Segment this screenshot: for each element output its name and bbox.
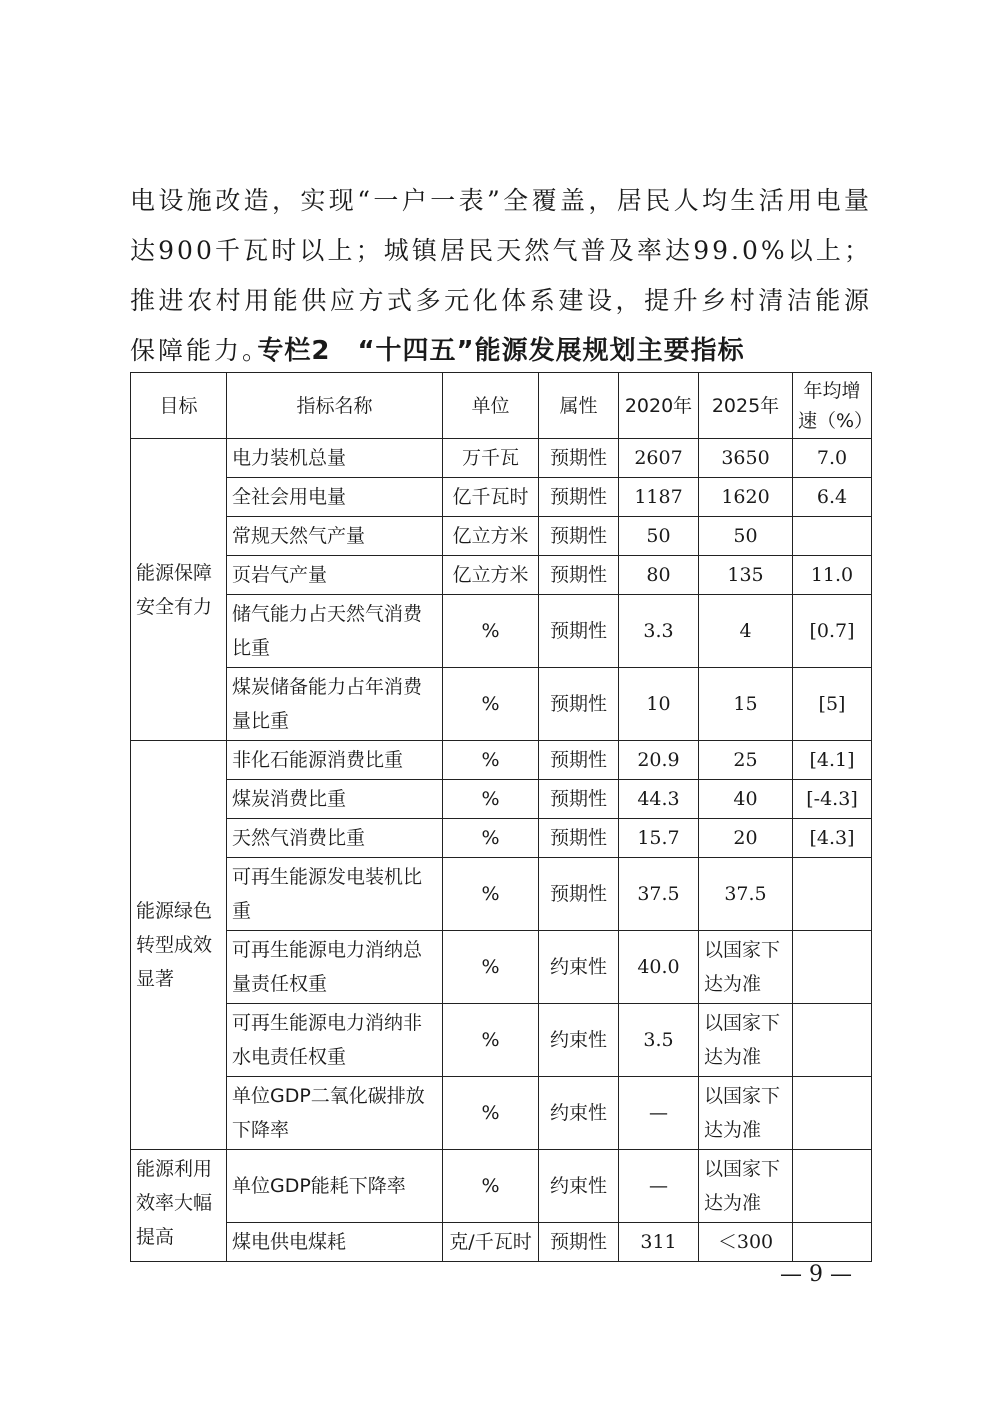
attribute-cell: 预期性 [539,780,619,819]
indicator-name: 电力装机总量 [227,439,443,478]
value-2025: 4 [699,595,793,668]
goal-cell: 能源利用效率大幅提高 [131,1150,227,1262]
unit-cell: 亿立方米 [443,556,539,595]
unit-cell: % [443,1150,539,1223]
unit-cell: % [443,1077,539,1150]
indicator-name: 可再生能源电力消纳非水电责任权重 [227,1004,443,1077]
unit-cell: % [443,595,539,668]
goal-cell: 能源保障安全有力 [131,439,227,741]
table-header-row [131,373,872,439]
growth-cell: [4.1] [793,741,872,780]
growth-cell: 6.4 [793,478,872,517]
value-2020: — [619,1150,699,1223]
value-2025: 以国家下达为准 [699,1004,793,1077]
unit-cell: % [443,819,539,858]
attribute-cell: 预期性 [539,556,619,595]
attribute-cell: 预期性 [539,439,619,478]
unit-cell: % [443,931,539,1004]
table-row [131,478,872,517]
page-number: — 9 — [780,1262,852,1287]
value-2025: 以国家下达为准 [699,931,793,1004]
attribute-cell: 预期性 [539,668,619,741]
header-growth: 年均增速（%） [793,373,872,439]
unit-cell: 克/千瓦时 [443,1223,539,1262]
header-2025: 2025年 [699,373,793,439]
value-2020: 311 [619,1223,699,1262]
growth-cell [793,517,872,556]
growth-cell: [4.3] [793,819,872,858]
header-indicator-name: 指标名称 [227,373,443,439]
table-row [131,1077,872,1150]
table-row [131,741,872,780]
header-unit: 单位 [443,373,539,439]
unit-cell: % [443,1004,539,1077]
attribute-cell: 约束性 [539,931,619,1004]
attribute-cell: 预期性 [539,478,619,517]
growth-cell: 11.0 [793,556,872,595]
unit-cell: % [443,668,539,741]
unit-cell: % [443,741,539,780]
value-2025: 25 [699,741,793,780]
growth-cell [793,1150,872,1223]
attribute-cell: 预期性 [539,1223,619,1262]
table-row [131,931,872,1004]
value-2020: 44.3 [619,780,699,819]
body-paragraph: 电设施改造，实现“一户一表”全覆盖，居民人均生活用电量达900千瓦时以上；城镇居民天然气普及率达99.0%以上；推进农村用能供应方式多元化体系建设，提升乡村清洁能源保障能力。 [130,186,872,365]
indicator-name: 储气能力占天然气消费比重 [227,595,443,668]
attribute-cell: 预期性 [539,858,619,931]
unit-cell: % [443,858,539,931]
value-2025: 50 [699,517,793,556]
indicator-name: 煤炭消费比重 [227,780,443,819]
value-2020: 40.0 [619,931,699,1004]
indicator-name: 煤电供电煤耗 [227,1223,443,1262]
table-row [131,858,872,931]
value-2020: 10 [619,668,699,741]
goal-cell: 能源绿色转型成效显著 [131,741,227,1150]
table-row [131,780,872,819]
value-2020: 50 [619,517,699,556]
value-2020: 80 [619,556,699,595]
value-2025: 135 [699,556,793,595]
attribute-cell: 约束性 [539,1004,619,1077]
indicator-name: 煤炭储备能力占年消费量比重 [227,668,443,741]
indicator-name: 可再生能源电力消纳总量责任权重 [227,931,443,1004]
growth-cell: [-4.3] [793,780,872,819]
indicator-name: 可再生能源发电装机比重 [227,858,443,931]
value-2025: 3650 [699,439,793,478]
table-row [131,1150,872,1223]
indicator-name: 天然气消费比重 [227,819,443,858]
value-2025: 15 [699,668,793,741]
value-2020: 20.9 [619,741,699,780]
indicator-name: 常规天然气产量 [227,517,443,556]
attribute-cell: 约束性 [539,1077,619,1150]
attribute-cell: 预期性 [539,741,619,780]
table-row [131,556,872,595]
table-row [131,439,872,478]
attribute-cell: 预期性 [539,517,619,556]
indicator-name: 单位GDP能耗下降率 [227,1150,443,1223]
value-2025: 20 [699,819,793,858]
unit-cell: 亿千瓦时 [443,478,539,517]
value-2025: 37.5 [699,858,793,931]
indicators-table [130,372,872,1262]
growth-cell [793,1077,872,1150]
growth-cell [793,931,872,1004]
header-attribute: 属性 [539,373,619,439]
unit-cell: 亿立方米 [443,517,539,556]
value-2020: 3.5 [619,1004,699,1077]
growth-cell [793,1223,872,1262]
growth-cell [793,1004,872,1077]
attribute-cell: 预期性 [539,819,619,858]
value-2020: 1187 [619,478,699,517]
table-row [131,668,872,741]
indicator-name: 非化石能源消费比重 [227,741,443,780]
value-2020: 37.5 [619,858,699,931]
value-2025: ＜300 [699,1223,793,1262]
value-2020: 2607 [619,439,699,478]
growth-cell: [5] [793,668,872,741]
value-2020: 15.7 [619,819,699,858]
unit-cell: 万千瓦 [443,439,539,478]
header-2020: 2020年 [619,373,699,439]
indicator-name: 全社会用电量 [227,478,443,517]
table-title: 专栏2 “十四五”能源发展规划主要指标 [257,336,745,366]
value-2020: — [619,1077,699,1150]
header-goal: 目标 [131,373,227,439]
attribute-cell: 约束性 [539,1150,619,1223]
value-2020: 3.3 [619,595,699,668]
value-2025: 40 [699,780,793,819]
attribute-cell: 预期性 [539,595,619,668]
table-row [131,819,872,858]
table-row [131,517,872,556]
indicator-name: 页岩气产量 [227,556,443,595]
value-2025: 以国家下达为准 [699,1150,793,1223]
unit-cell: % [443,780,539,819]
table-row [131,1004,872,1077]
growth-cell: [0.7] [793,595,872,668]
growth-cell: 7.0 [793,439,872,478]
indicator-name: 单位GDP二氧化碳排放下降率 [227,1077,443,1150]
growth-cell [793,858,872,931]
value-2025: 以国家下达为准 [699,1077,793,1150]
table-row [131,595,872,668]
table-row [131,1223,872,1262]
value-2025: 1620 [699,478,793,517]
